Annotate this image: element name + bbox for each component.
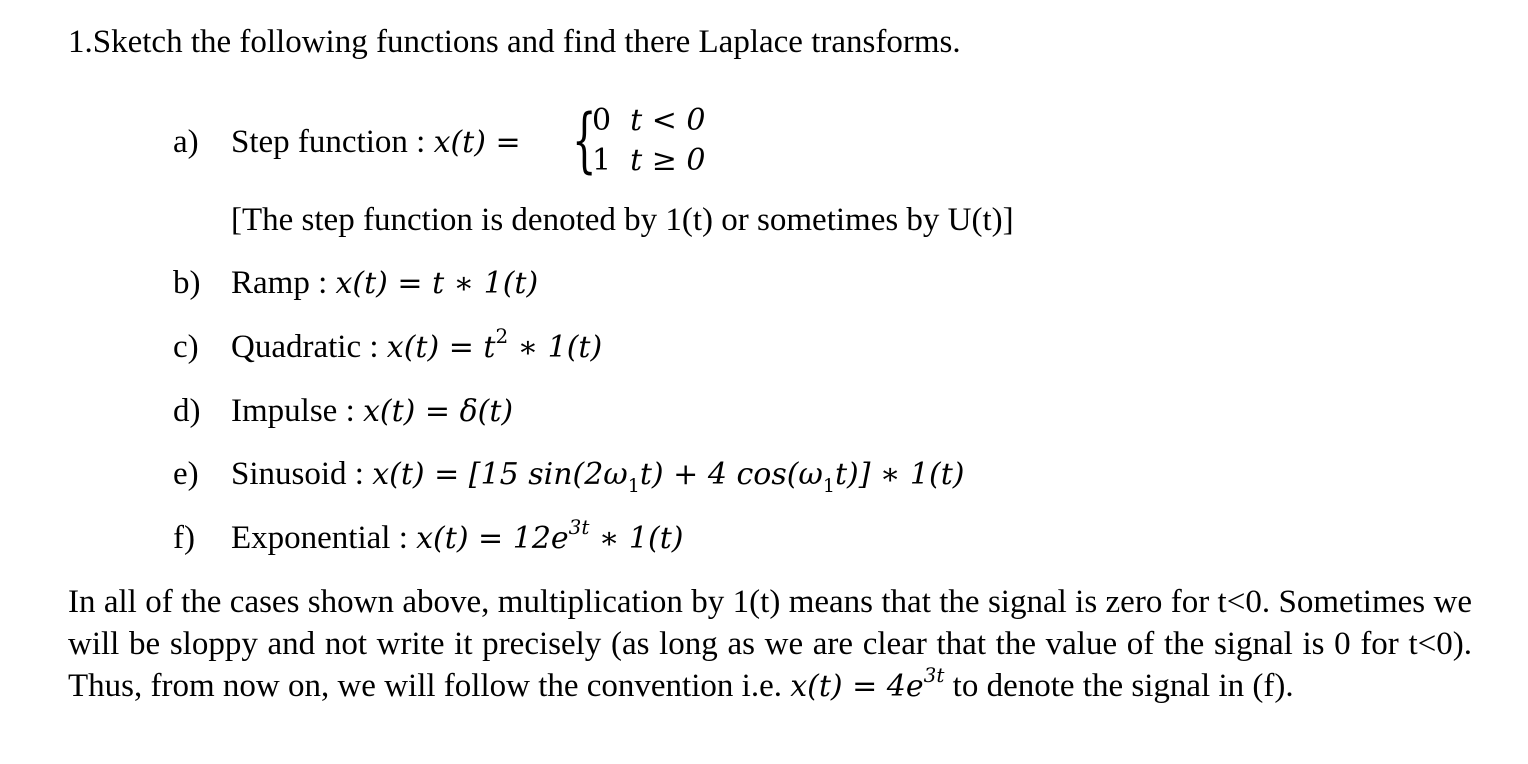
item-a-lhs: x(t) = xyxy=(433,125,521,160)
item-b-label: Ramp : xyxy=(231,265,336,301)
item-c-label: Quadratic : xyxy=(231,329,387,365)
item-f-label: Exponential : xyxy=(231,520,417,556)
case-2-condition: t ≥ 0 xyxy=(630,143,706,178)
item-e-marker: e) xyxy=(173,456,199,492)
piecewise-case-1 xyxy=(592,101,706,141)
paragraph-text-1: In all of the cases shown above, multiplication by 1(t) means that the signal is zero for t<0. Sometimes we will be sloppy and not write it precisely (as long as we are clear that the value of the signal is 0 for t<0). Thus, from now on, we will follow the convention i.e. xyxy=(68,584,1472,704)
item-c-formula-base: x(t) = t xyxy=(386,330,496,365)
item-f-formula-tail: ∗ 1(t) xyxy=(589,521,684,556)
item-b-formula: x(t) = t ∗ 1(t) xyxy=(335,266,539,301)
paragraph-math-exponent: 3t xyxy=(923,663,945,687)
item-e-formula-part2: t) + 4 cos(ω xyxy=(639,457,823,492)
question-heading: 1.Sketch the following functions and find there Laplace transforms. xyxy=(68,24,961,60)
item-c-formula-tail: ∗ 1(t) xyxy=(508,330,603,365)
item-b-marker: b) xyxy=(173,265,201,301)
item-a-label: Step function : xyxy=(231,124,434,160)
item-f-exponential xyxy=(173,515,684,559)
item-e-subscript-1: 1 xyxy=(627,475,640,497)
item-f-formula-base: x(t) = 12e xyxy=(416,521,569,556)
item-e-formula-part1: x(t) = [15 sin(2ω xyxy=(372,457,628,492)
case-2-value: 1 xyxy=(592,143,612,178)
item-d-formula: x(t) = δ(t) xyxy=(362,394,514,429)
item-d-label: Impulse : xyxy=(231,393,363,429)
item-b-ramp xyxy=(173,263,538,304)
item-a-step-function xyxy=(173,122,521,163)
paragraph-text-2: to denote the signal in (f). xyxy=(944,668,1294,704)
piecewise-brace: { xyxy=(572,99,597,181)
case-1-condition: t < 0 xyxy=(630,103,706,138)
item-d-impulse xyxy=(173,391,513,432)
item-c-quadratic xyxy=(173,324,603,368)
item-e-label: Sinusoid : xyxy=(231,456,373,492)
piecewise-case-2 xyxy=(592,141,706,181)
item-c-exponent: 2 xyxy=(495,324,509,348)
item-f-marker: f) xyxy=(173,520,195,556)
paragraph-math: x(t) = 4e xyxy=(790,669,924,704)
item-d-marker: d) xyxy=(173,393,201,429)
item-e-subscript-2: 1 xyxy=(822,475,835,497)
item-a-marker: a) xyxy=(173,124,199,160)
explanation-paragraph xyxy=(68,581,1472,708)
step-function-note: [The step function is denoted by 1(t) or sometimes by U(t)] xyxy=(231,202,1014,238)
case-1-value: 0 xyxy=(592,103,612,138)
item-e-formula-part3: t)] ∗ 1(t) xyxy=(835,457,965,492)
item-e-sinusoid xyxy=(173,454,964,495)
item-c-marker: c) xyxy=(173,329,199,365)
item-f-exponent: 3t xyxy=(568,515,590,539)
